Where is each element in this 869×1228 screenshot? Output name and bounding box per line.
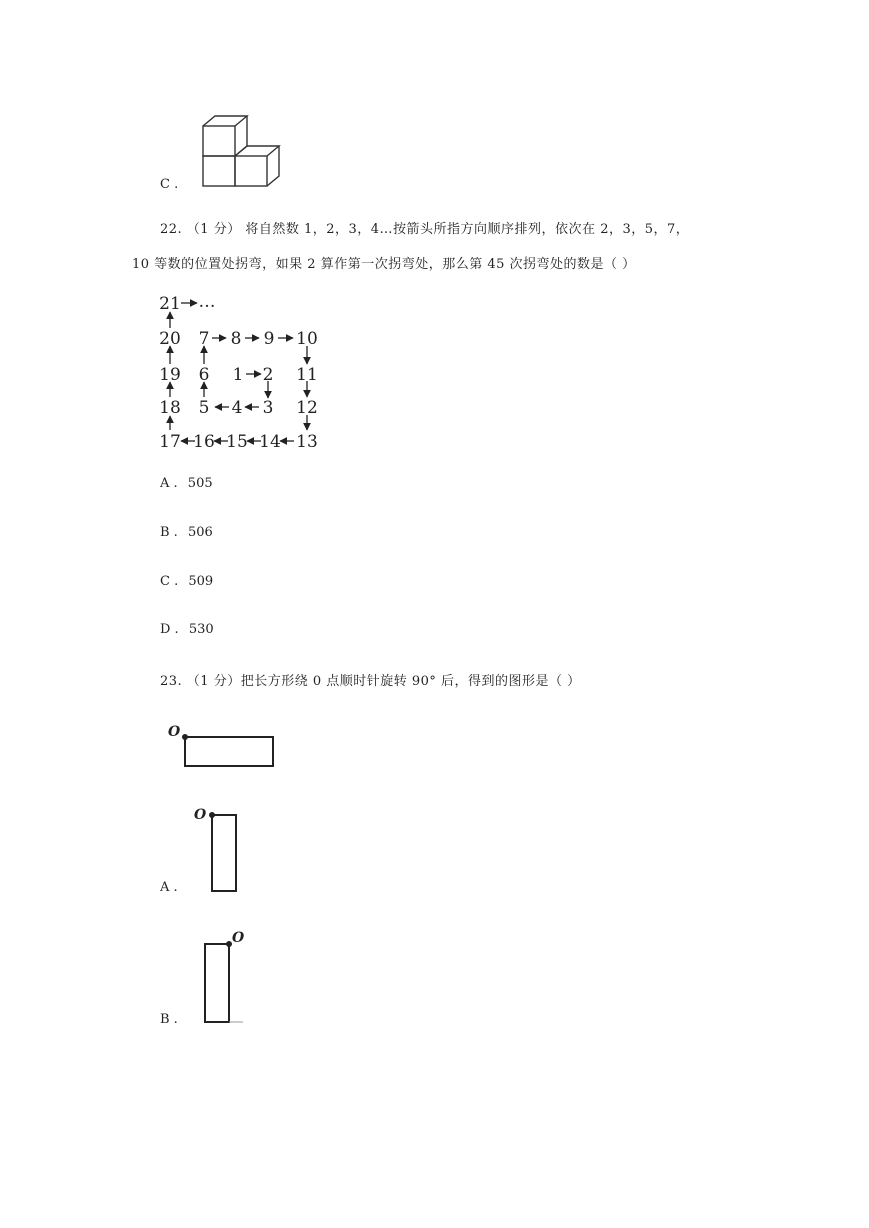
option-a-rectangle-figure xyxy=(190,805,250,895)
spiral-number: 2 xyxy=(262,365,274,385)
option-d[interactable] xyxy=(160,622,214,637)
spiral-number: 15 xyxy=(226,432,248,452)
spiral-number: 17 xyxy=(159,432,181,452)
option-c-label: C . xyxy=(160,177,179,192)
question-23-line-1: 23. （1 分）把长方形绕 0 点顺时针旋转 90° 后，得到的图形是（ ） xyxy=(160,674,581,689)
option-c-label: C . xyxy=(160,574,179,589)
point-o-label: O xyxy=(168,724,181,740)
spiral-number: 5 xyxy=(198,398,210,418)
spiral-number: 1 xyxy=(232,365,244,385)
option-a-value: 505 xyxy=(187,476,213,491)
spiral-number: 14 xyxy=(259,432,281,452)
option-d-value: 530 xyxy=(188,622,214,637)
q23-option-a-label[interactable]: A . xyxy=(160,880,178,895)
option-c[interactable] xyxy=(160,574,213,589)
spiral-number-diagram xyxy=(155,290,335,460)
spiral-number: 7 xyxy=(198,329,210,349)
spiral-number: 9 xyxy=(263,329,275,349)
spiral-number: 6 xyxy=(198,365,210,385)
cube-figure-c xyxy=(195,108,290,193)
spiral-number: 18 xyxy=(159,398,181,418)
option-a-label: A . xyxy=(160,476,178,491)
option-d-label: D . xyxy=(160,622,179,637)
option-b-label: B . xyxy=(160,525,178,540)
spiral-number: 21 xyxy=(159,294,181,314)
spiral-number: 3 xyxy=(262,398,274,418)
point-o-label: O xyxy=(194,807,207,823)
spiral-number: 19 xyxy=(159,365,181,385)
spiral-number: 11 xyxy=(296,365,318,385)
spiral-number: 13 xyxy=(296,432,318,452)
original-rectangle-figure xyxy=(165,722,280,772)
option-b-rectangle-figure xyxy=(195,930,255,1025)
point-o-label: O xyxy=(232,930,245,946)
question-22-line-1: 22. （1 分） 将自然数 1，2，3，4…按箭头所指方向顺序排列，依次在 2，3，5，7， xyxy=(160,222,690,237)
spiral-ellipsis: … xyxy=(198,292,216,312)
option-c-value: 509 xyxy=(188,574,214,589)
option-b[interactable] xyxy=(160,525,213,540)
question-22-line-2: 10 等数的位置处拐弯，如果 2 算作第一次拐弯处，那么第 45 次拐弯处的数是（ ） xyxy=(132,257,636,272)
option-b-value: 506 xyxy=(187,525,213,540)
spiral-number: 20 xyxy=(159,329,181,349)
option-a[interactable] xyxy=(160,476,213,491)
spiral-number: 16 xyxy=(193,432,215,452)
spiral-number: 4 xyxy=(231,398,243,418)
spiral-number: 8 xyxy=(230,329,242,349)
spiral-number: 10 xyxy=(296,329,318,349)
q23-option-b-label[interactable]: B . xyxy=(160,1012,178,1027)
spiral-number: 12 xyxy=(296,398,318,418)
